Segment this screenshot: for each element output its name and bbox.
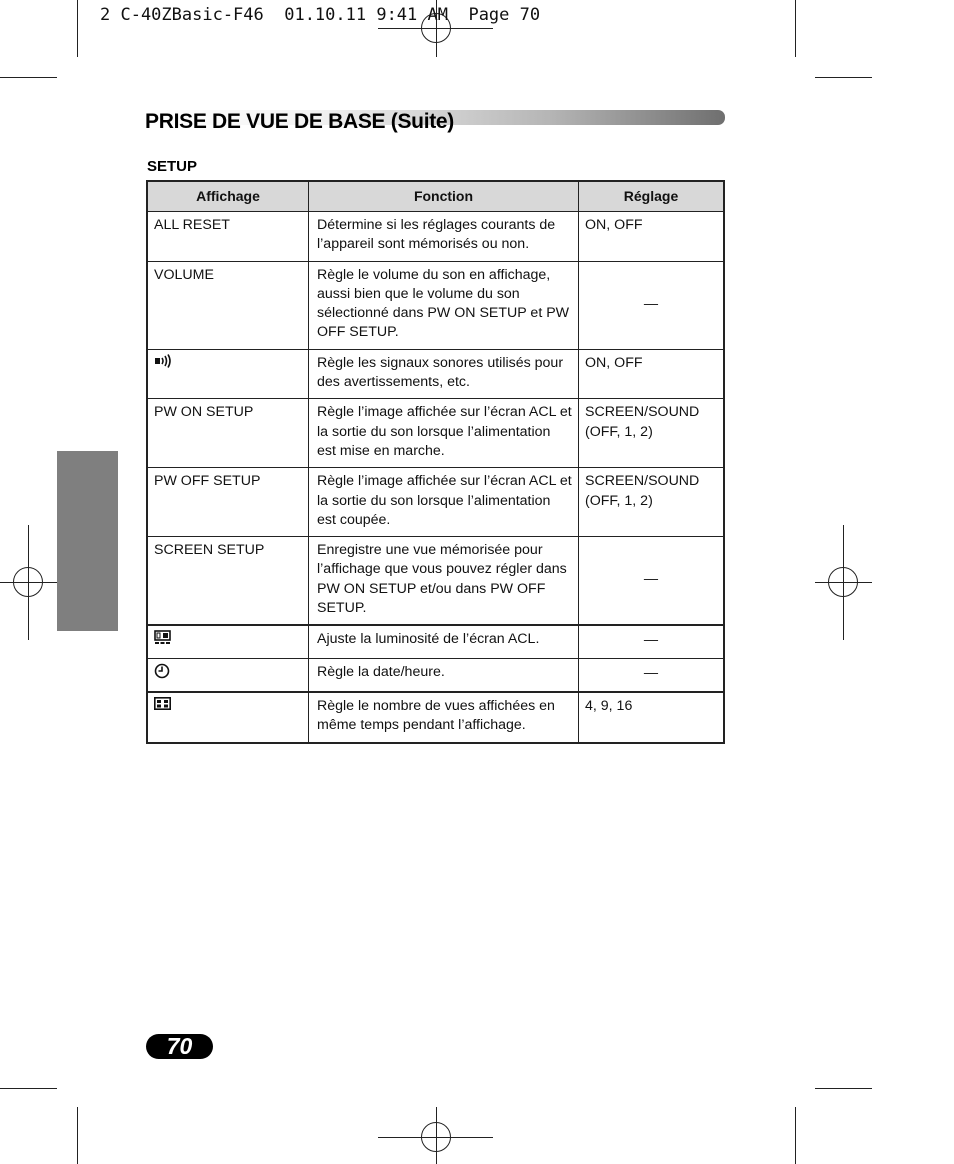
clock-icon — [154, 663, 170, 685]
crop-mark — [0, 77, 57, 78]
function-cell: Règle le nombre de vues affichées en même temps pendant l’affichage. — [309, 692, 579, 743]
function-cell: Enregistre une vue mémorisée pour l’affichage que vous pouvez régler dans PW ON SETUP et/ou dans PW OFF SETUP. — [309, 537, 579, 626]
print-header: 2 C-40ZBasic-F46 01.10.11 9:41 AM Page 70 — [100, 5, 541, 25]
crop-mark — [795, 0, 796, 57]
column-header: Réglage — [579, 181, 725, 212]
function-cell: Règle l’image affichée sur l’écran ACL et la sortie du son lorsque l’alimentation est mise en marche. — [309, 399, 579, 468]
function-cell: Détermine si les réglages courants de l’appareil sont mémorisés ou non. — [309, 212, 579, 262]
setting-cell: — — [579, 261, 725, 349]
crop-mark — [815, 77, 872, 78]
setting-cell: ON, OFF — [579, 212, 725, 262]
function-cell: Règle les signaux sonores utilisés pour des avertissements, etc. — [309, 349, 579, 399]
registration-mark — [13, 567, 43, 597]
beep-sound-icon — [154, 354, 172, 374]
display-cell: VOLUME — [147, 261, 309, 349]
table-row — [147, 658, 724, 692]
display-cell: PW OFF SETUP — [147, 468, 309, 537]
function-cell: Règle la date/heure. — [309, 658, 579, 692]
setting-cell: 4, 9, 16 — [579, 692, 725, 743]
function-cell: Règle l’image affichée sur l’écran ACL et la sortie du son lorsque l’alimentation est coupée. — [309, 468, 579, 537]
index-grid-icon — [154, 697, 171, 716]
display-cell — [147, 692, 309, 743]
setting-cell: SCREEN/SOUND (OFF, 1, 2) — [579, 468, 725, 537]
crop-mark — [815, 1088, 872, 1089]
crop-mark — [0, 1088, 57, 1089]
setting-cell: — — [579, 537, 725, 626]
column-header: Fonction — [309, 181, 579, 212]
table-row — [147, 537, 724, 626]
table-row — [147, 261, 724, 349]
setting-cell: SCREEN/SOUND (OFF, 1, 2) — [579, 399, 725, 468]
function-cell: Règle le volume du son en affichage, aussi bien que le volume du son sélectionné dans PW ON SETUP et PW OFF SETUP. — [309, 261, 579, 349]
page-number: 70 — [146, 1034, 213, 1059]
display-cell: PW ON SETUP — [147, 399, 309, 468]
function-cell: Ajuste la luminosité de l’écran ACL. — [309, 625, 579, 658]
monitor-brightness-icon — [154, 630, 171, 651]
side-tab — [57, 451, 118, 631]
setup-table — [146, 180, 725, 744]
table-row — [147, 692, 724, 743]
table-row — [147, 625, 724, 658]
table-header-row — [147, 181, 724, 212]
display-cell — [147, 625, 309, 658]
crop-mark — [77, 0, 78, 57]
setting-cell: — — [579, 625, 725, 658]
registration-mark — [828, 567, 858, 597]
registration-mark — [421, 1122, 451, 1152]
section-label: SETUP — [147, 158, 198, 175]
table-row — [147, 212, 724, 262]
display-cell — [147, 658, 309, 692]
setting-cell: — — [579, 658, 725, 692]
table-row — [147, 468, 724, 537]
table-row — [147, 399, 724, 468]
column-header: Affichage — [147, 181, 309, 212]
crop-mark — [795, 1107, 796, 1164]
display-cell: ALL RESET — [147, 212, 309, 262]
setting-cell: ON, OFF — [579, 349, 725, 399]
page-title: PRISE DE VUE DE BASE (Suite) — [145, 110, 454, 133]
display-cell — [147, 349, 309, 399]
table-row — [147, 349, 724, 399]
display-cell: SCREEN SETUP — [147, 537, 309, 626]
crop-mark — [77, 1107, 78, 1164]
